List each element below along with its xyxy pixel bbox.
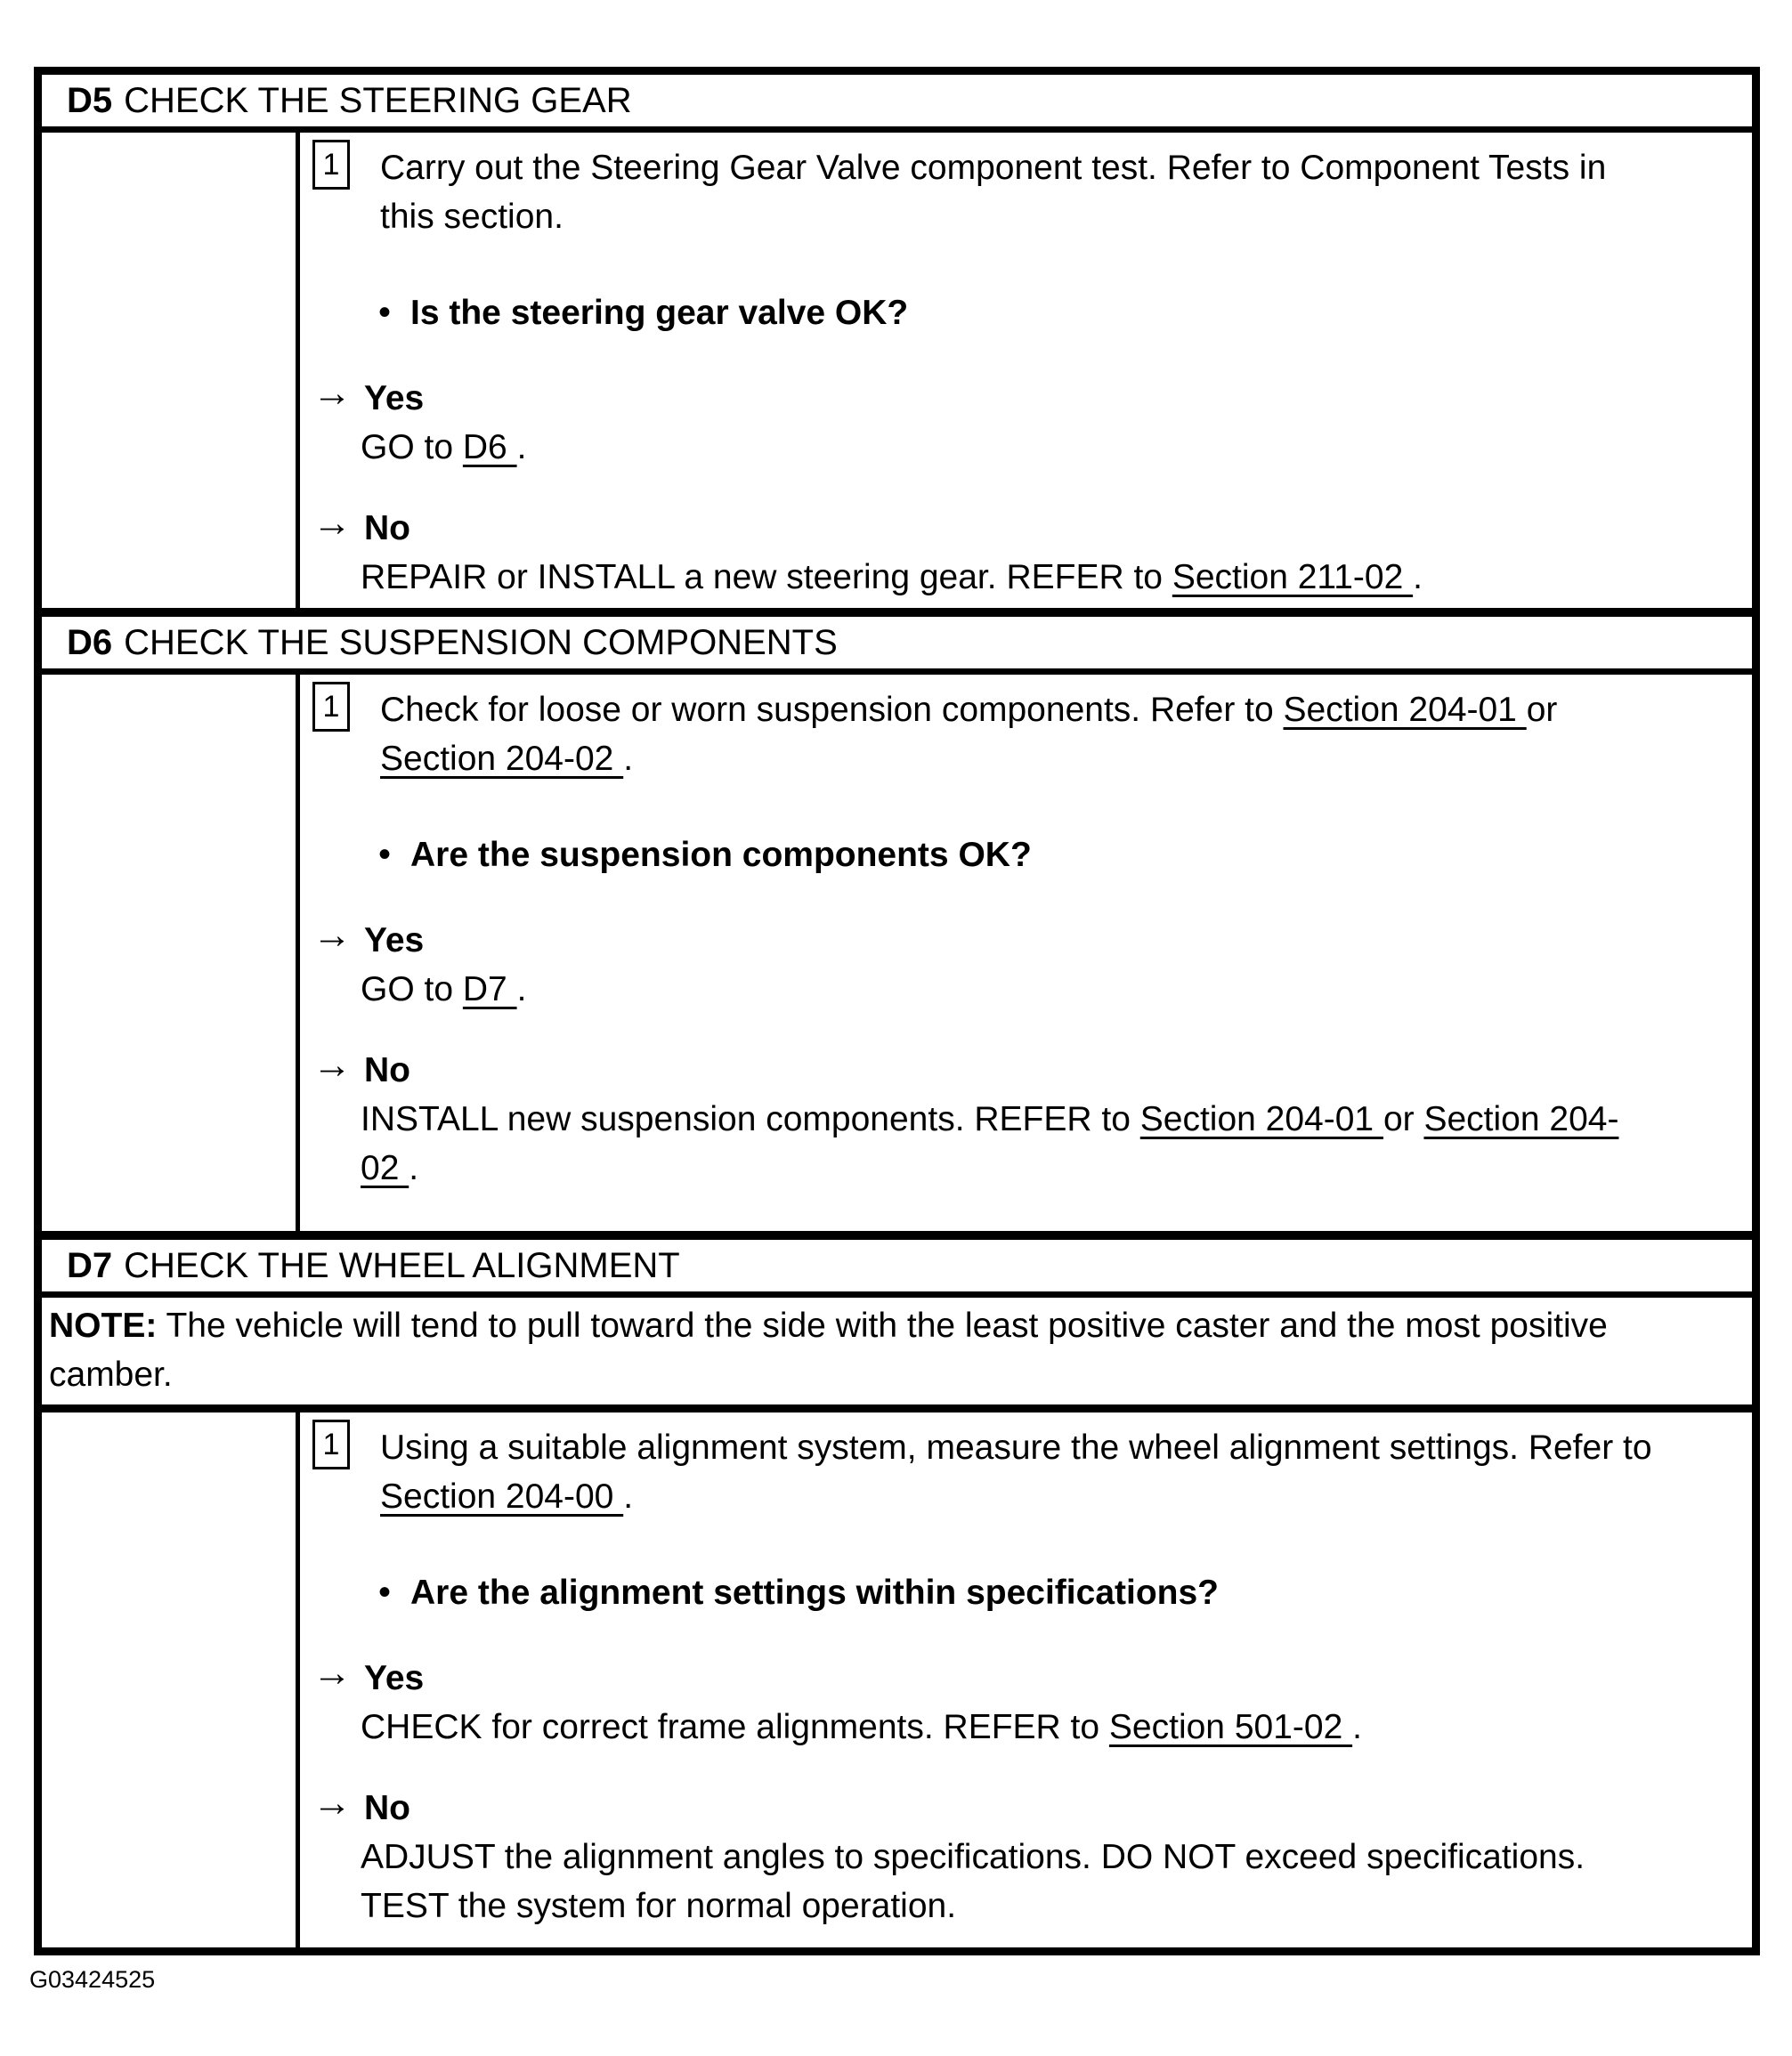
- answer-action: [361, 553, 1752, 602]
- text-segment: or: [1526, 691, 1558, 729]
- text-segment: this section.: [380, 198, 564, 236]
- note-label: NOTE:: [49, 1307, 158, 1345]
- answer-action: [361, 1833, 1752, 1931]
- result-column-cell: [42, 675, 300, 1231]
- text-segment: GO to: [361, 428, 463, 466]
- answer-head: [300, 1043, 1752, 1095]
- text-segment: .: [409, 1149, 419, 1187]
- answer-yes-label: Yes: [364, 1659, 425, 1697]
- text-segment: Carry out the Steering Gear Valve component test. Refer to Component Tests in: [380, 149, 1607, 187]
- section-id: D7: [67, 1245, 113, 1285]
- question-text: Are the alignment settings within specifications?: [410, 1574, 1219, 1612]
- text-segment: The vehicle will tend to pull toward the side with the least positive caster and the most positive: [157, 1307, 1608, 1345]
- action-column-cell: [300, 133, 1752, 608]
- step-number-box: 1: [312, 1420, 350, 1469]
- arrow-right-icon: →: [312, 371, 352, 415]
- text-segment: or: [1383, 1100, 1424, 1138]
- arrow-right-icon: →: [312, 501, 352, 545]
- answer-action: [361, 1095, 1752, 1193]
- link-section-204-01[interactable]: Section 204-01: [1139, 1100, 1383, 1138]
- section-body-d7: [42, 1412, 1752, 1947]
- answer-no: [300, 1043, 1752, 1193]
- section-body-d5: [42, 133, 1752, 617]
- link-section-204-02[interactable]: Section 204-02: [380, 740, 624, 778]
- answer-head: [300, 1781, 1752, 1833]
- step-number-box: 1: [312, 682, 350, 732]
- section-id: D5: [67, 80, 113, 120]
- answer-head: [300, 913, 1752, 965]
- bullet-icon: •: [378, 1573, 392, 1612]
- text-segment: .: [1352, 1708, 1362, 1746]
- question: [300, 835, 1752, 875]
- answer-yes: [300, 371, 1752, 472]
- result-column-cell: [42, 133, 300, 608]
- step-text: [380, 140, 1606, 241]
- answer-head: [300, 371, 1752, 423]
- answer-no-label: No: [364, 509, 410, 547]
- arrow-right-icon: →: [312, 1043, 352, 1087]
- answer-yes-label: Yes: [364, 921, 425, 959]
- text-segment: Check for loose or worn suspension components. Refer to: [380, 691, 1284, 729]
- text-segment: CHECK for correct frame alignments. REFER to: [361, 1708, 1109, 1746]
- answer-yes-label: Yes: [364, 379, 425, 417]
- question-text: Are the suspension components OK?: [410, 836, 1032, 874]
- link-d7[interactable]: D7: [462, 970, 517, 1008]
- bullet-icon: •: [378, 835, 392, 874]
- link-section-204-01[interactable]: Section 204-01: [1283, 691, 1527, 729]
- answer-yes: [300, 1651, 1752, 1752]
- section-title: CHECK THE WHEEL ALIGNMENT: [124, 1245, 680, 1285]
- arrow-right-icon: →: [312, 1651, 352, 1695]
- answer-no-label: No: [364, 1789, 410, 1827]
- link-d6[interactable]: D6: [462, 428, 517, 466]
- text-segment: ADJUST the alignment angles to specifications. DO NOT exceed specifications.: [361, 1838, 1585, 1876]
- answer-head: [300, 501, 1752, 553]
- link-section-501-02[interactable]: Section 501-02: [1108, 1708, 1353, 1746]
- arrow-right-icon: →: [312, 913, 352, 957]
- text-segment: .: [516, 970, 527, 1008]
- section-d6: [42, 617, 1752, 1240]
- step-text: [380, 1420, 1652, 1521]
- section-id: D6: [67, 622, 113, 662]
- section-header-d7: [42, 1240, 1752, 1298]
- answer-head: [300, 1651, 1752, 1703]
- question: [300, 1573, 1752, 1613]
- answer-no-label: No: [364, 1051, 410, 1089]
- link-section-204-02[interactable]: Section 204-: [1423, 1100, 1619, 1138]
- figure-id: G03424525: [29, 1966, 156, 1993]
- text-segment: TEST the system for normal operation.: [361, 1887, 957, 1925]
- answer-no: [300, 1781, 1752, 1931]
- result-column-cell: [42, 1412, 300, 1947]
- text-segment: Using a suitable alignment system, measure the wheel alignment settings. Refer to: [380, 1429, 1652, 1467]
- link-section-204-02-cont[interactable]: 02: [361, 1149, 409, 1187]
- action-column-cell: [300, 675, 1752, 1231]
- section-d5: [42, 75, 1752, 617]
- text-segment: .: [623, 740, 634, 778]
- text-segment: GO to: [361, 970, 463, 1008]
- section-title: CHECK THE STEERING GEAR: [124, 80, 632, 120]
- answer-action: [361, 423, 1752, 472]
- note: [42, 1298, 1752, 1412]
- link-section-204-00[interactable]: Section 204-00: [380, 1477, 624, 1516]
- section-body-d6: [42, 675, 1752, 1240]
- step: [300, 682, 1752, 783]
- text-segment: .: [516, 428, 527, 466]
- step-number-box: 1: [312, 140, 350, 190]
- section-header-d5: [42, 75, 1752, 133]
- text-segment: .: [1413, 558, 1423, 596]
- answer-yes: [300, 913, 1752, 1014]
- step: [300, 140, 1752, 241]
- link-section-211-02[interactable]: Section 211-02: [1172, 558, 1414, 596]
- text-segment: .: [623, 1477, 634, 1516]
- step: [300, 1420, 1752, 1521]
- answer-no: [300, 501, 1752, 602]
- question-text: Is the steering gear valve OK?: [410, 294, 909, 332]
- section-header-d6: [42, 617, 1752, 675]
- step-text: [380, 682, 1557, 783]
- arrow-right-icon: →: [312, 1781, 352, 1825]
- pinpoint-test-table: [34, 67, 1760, 1955]
- answer-action: [361, 965, 1752, 1014]
- text-segment: INSTALL new suspension components. REFER to: [361, 1100, 1140, 1138]
- text-segment: camber.: [49, 1356, 173, 1394]
- action-column-cell: [300, 1412, 1752, 1947]
- section-d7: [42, 1240, 1752, 1947]
- section-title: CHECK THE SUSPENSION COMPONENTS: [124, 622, 838, 662]
- question: [300, 293, 1752, 333]
- bullet-icon: •: [378, 293, 392, 332]
- answer-action: [361, 1703, 1752, 1752]
- text-segment: REPAIR or INSTALL a new steering gear. REFER to: [361, 558, 1172, 596]
